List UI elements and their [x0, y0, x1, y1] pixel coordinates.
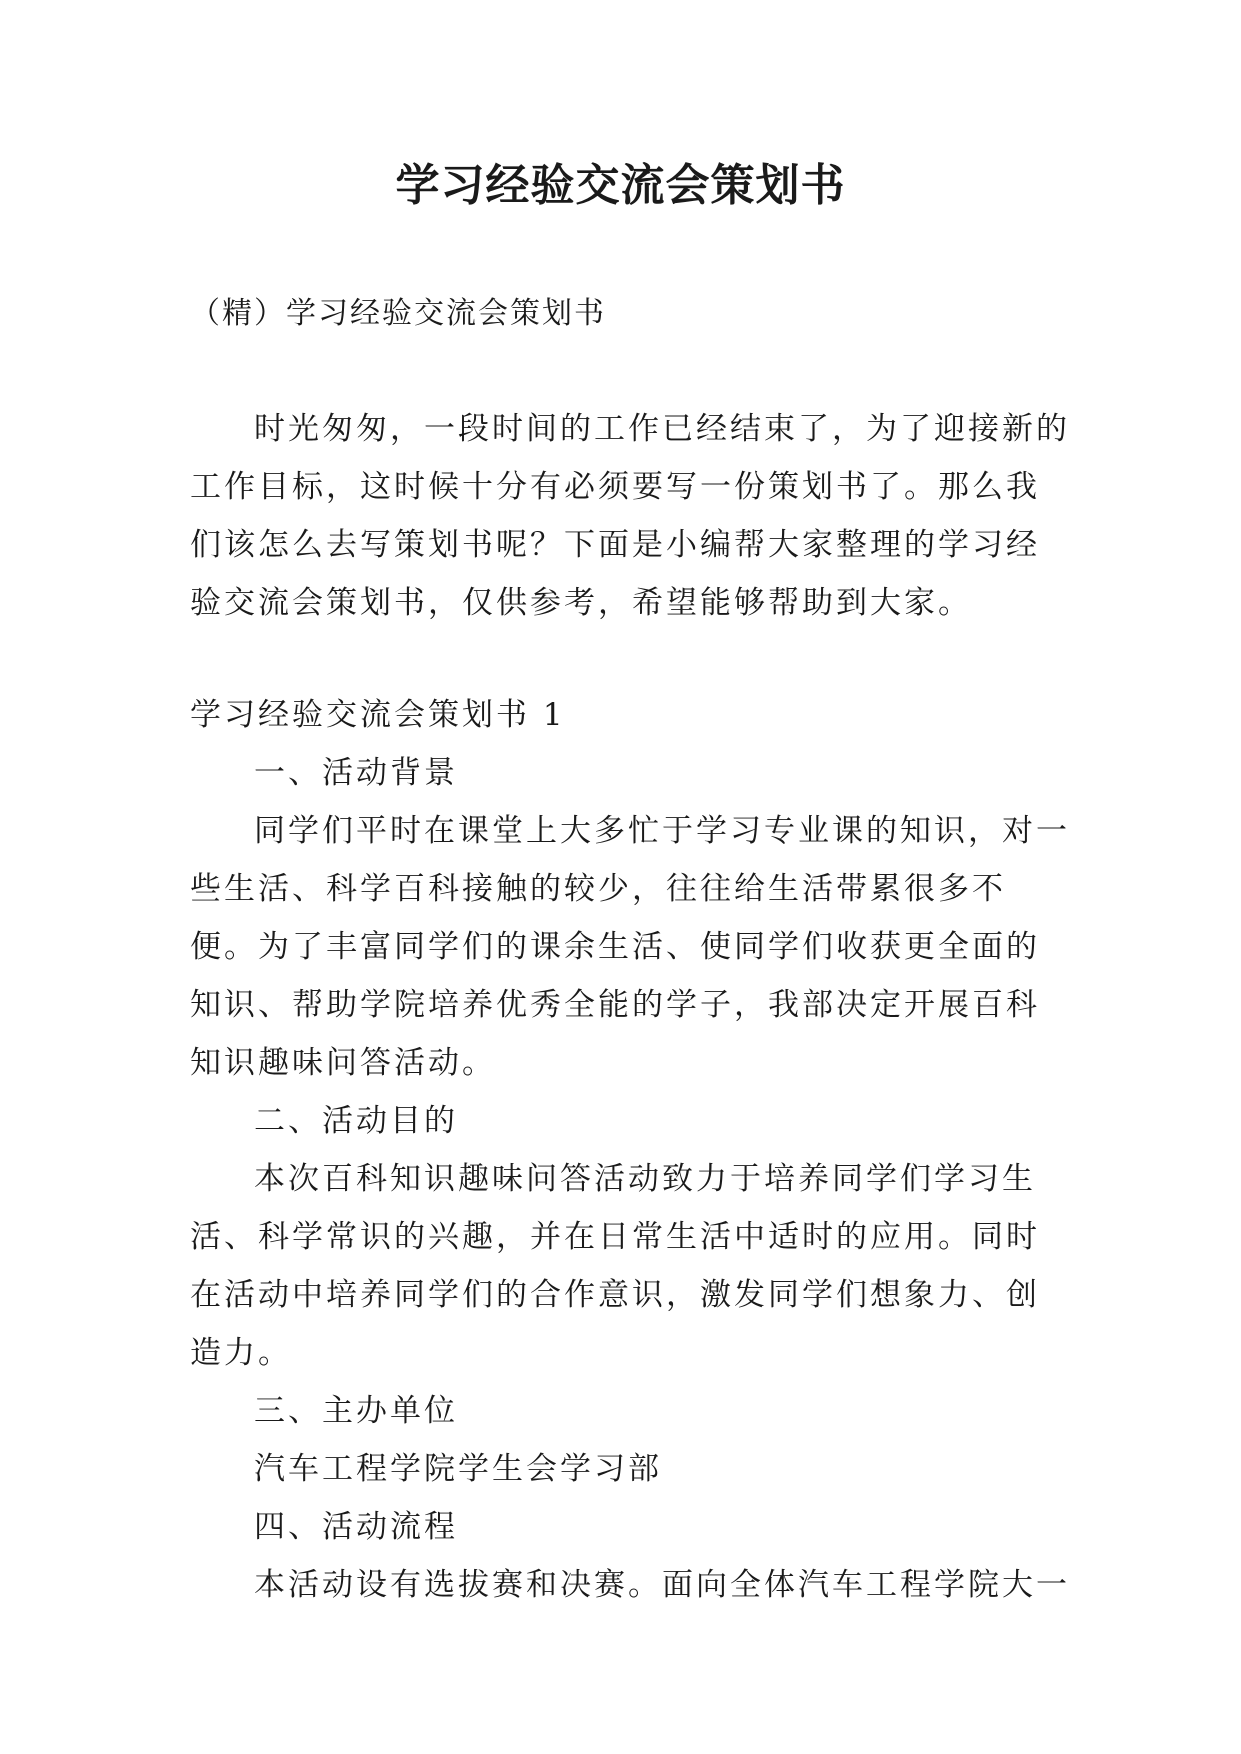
paragraph-purpose: 本次百科知识趣味问答活动致力于培养同学们学习生活、科学常识的兴趣，并在日常生活中适时的应用。同时在活动中培养同学们的合作意识，激发同学们想象力、创造力。 [190, 1161, 1040, 1371]
heading-process: 四、活动流程 [254, 1509, 458, 1545]
paragraph-organizer: 汽车工程学院学生会学习部 [254, 1451, 662, 1487]
section-title: 学习经验交流会策划书 1 [190, 697, 566, 733]
heading-purpose: 二、活动目的 [254, 1103, 458, 1139]
intro-paragraph: 时光匆匆，一段时间的工作已经结束了，为了迎接新的工作目标，这时候十分有必须要写一份策划书了。那么我们该怎么去写策划书呢？下面是小编帮大家整理的学习经验交流会策划书，仅供参考，希望能够帮助到大家。 [190, 411, 1070, 621]
document-title: 学习经验交流会策划书 [395, 160, 846, 211]
heading-background: 一、活动背景 [254, 755, 458, 791]
body-block [190, 686, 1070, 1614]
heading-organizer: 三、主办单位 [254, 1393, 458, 1429]
paragraph-background: 同学们平时在课堂上大多忙于学习专业课的知识，对一些生活、科学百科接触的较少，往往给生活带累很多不便。为了丰富同学们的课余生活、使同学们收获更全面的知识、帮助学院培养优秀全能的学子，我部决定开展百科知识趣味问答活动。 [190, 813, 1070, 1081]
paragraph-process: 本活动设有选拔赛和决赛。面向全体汽车工程学院大一 [254, 1567, 1070, 1603]
intro-block [190, 400, 1070, 632]
document-subtitle: （精）学习经验交流会策划书 [190, 296, 606, 331]
